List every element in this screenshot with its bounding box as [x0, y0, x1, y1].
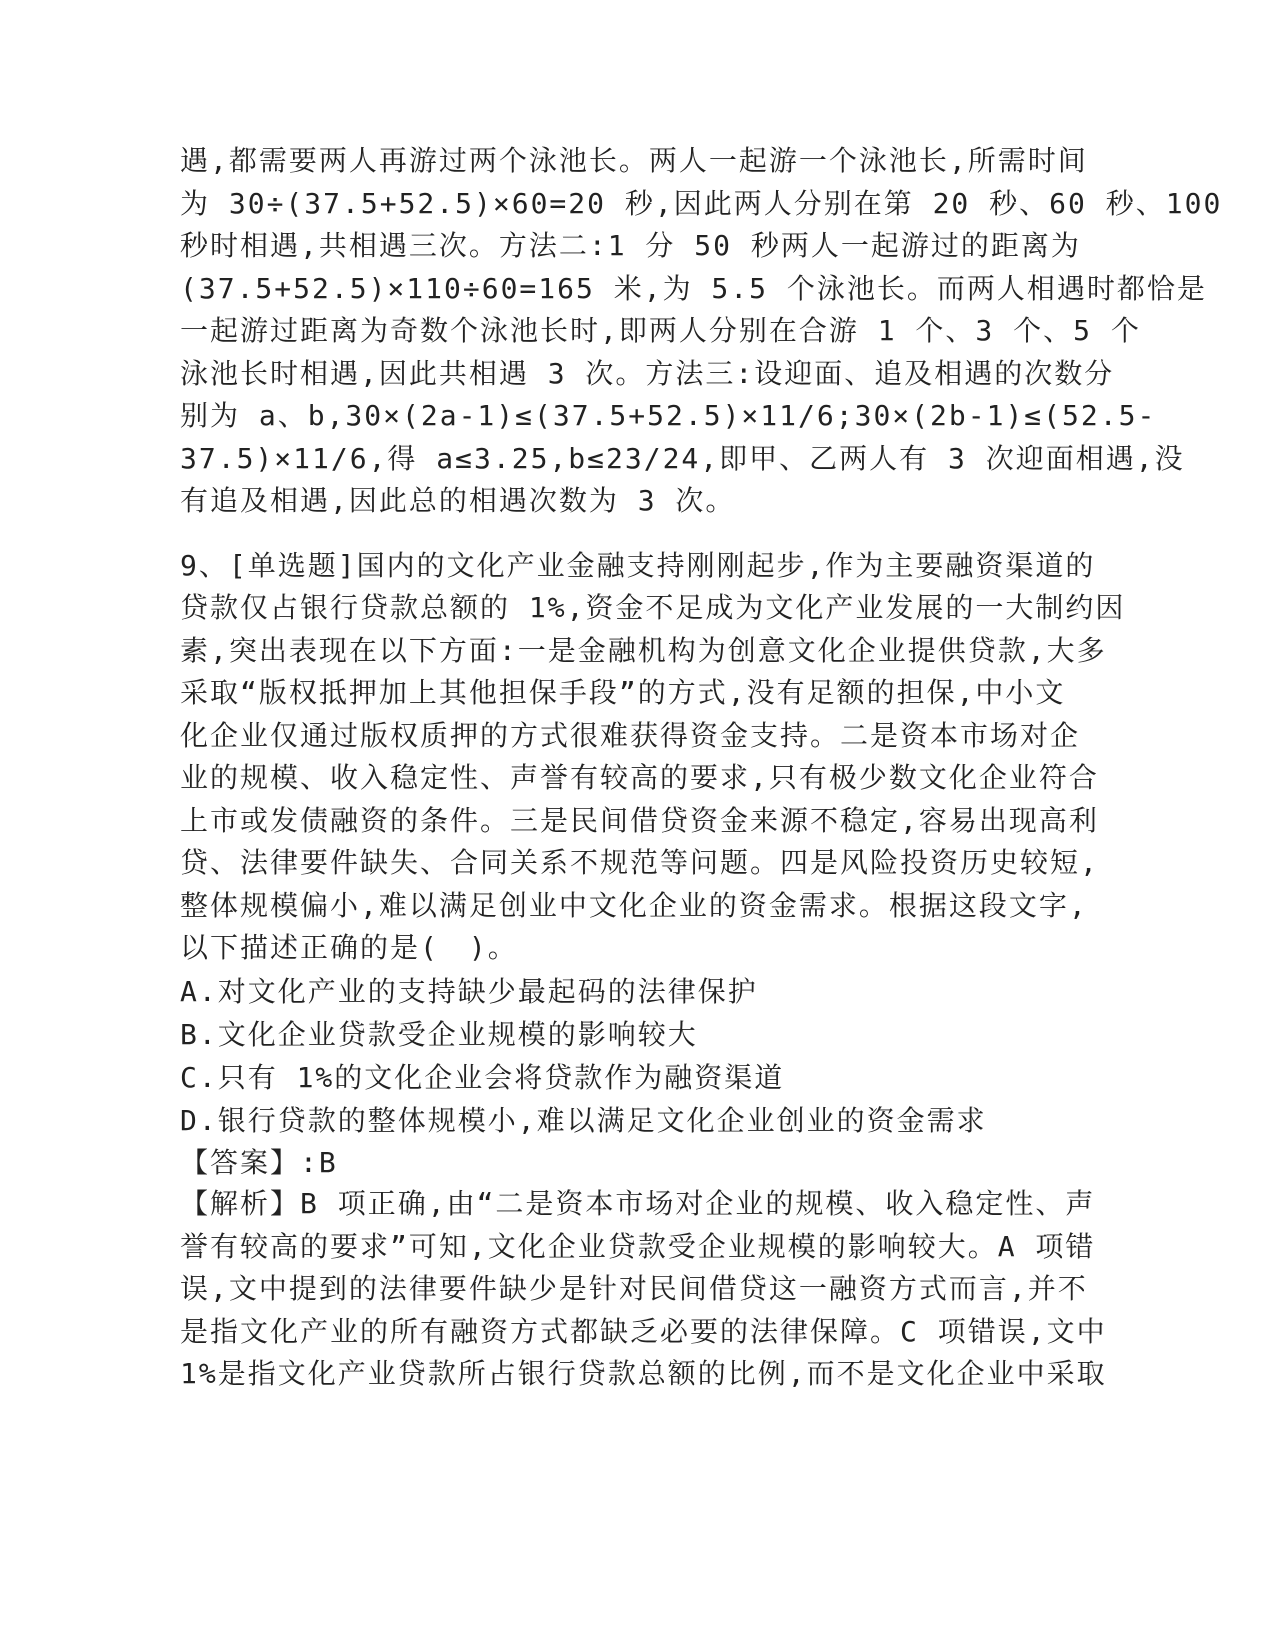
text-line: 37.5)×11/6,得 a≤3.25,b≤23/24,即甲、乙两人有 3 次迎面相遇,没 — [180, 441, 1185, 475]
question-line: 贷款仅占银行贷款总额的 1%,资金不足成为文化产业发展的一大制约因 — [180, 591, 1126, 624]
paragraph-gap — [180, 523, 1080, 545]
option-b: B.文化企业贷款受企业规模的影响较大 — [180, 1017, 698, 1051]
option-c: C.只有 1%的文化企业会将贷款作为融资渠道 — [180, 1060, 785, 1094]
previous-explanation — [180, 140, 1223, 523]
text-line: 一起游过距离为奇数个泳池长时,即两人分别在合游 1 个、3 个、5 个 — [180, 314, 1141, 347]
analysis-line: 是指文化产业的所有融资方式都缺乏必要的法律保障。C 项错误,文中 — [180, 1314, 1107, 1348]
analysis — [180, 1183, 1107, 1396]
text-line: 别为 a、b,30×(2a-1)≤(37.5+52.5)×11/6;30×(2b-1)≤(52.5- — [180, 399, 1157, 432]
text-line: 有追及相遇,因此总的相遇次数为 3 次。 — [180, 484, 736, 517]
question-line: 9、[单选题]国内的文化产业金融支持刚刚起步,作为主要融资渠道的 — [180, 548, 1096, 582]
answer: 【答案】:B — [180, 1145, 338, 1179]
question-options — [180, 970, 1080, 1142]
question-line: 业的规模、收入稳定性、声誉有较高的要求,只有极少数文化企业符合 — [180, 761, 1099, 794]
analysis-line: 誉有较高的要求”可知,文化企业贷款受企业规模的影响较大。A 项错 — [180, 1229, 1096, 1263]
analysis-line: 1%是指文化产业贷款所占银行贷款总额的比例,而不是文化企业中采取 — [180, 1357, 1107, 1390]
text-line: (37.5+52.5)×110÷60=165 米,为 5.5 个泳池长。而两人相遇时都恰是 — [180, 271, 1207, 305]
question-line: 以下描述正确的是( )。 — [180, 931, 518, 964]
text-line: 秒时相遇,共相遇三次。方法二:1 分 50 秒两人一起游过的距离为 — [180, 229, 1081, 262]
question-line: 贷、法律要件缺失、合同关系不规范等问题。四是风险投资历史较短, — [180, 846, 1099, 879]
document-page — [180, 140, 1223, 1396]
text-line: 遇,都需要两人再游过两个泳池长。两人一起游一个泳池长,所需时间 — [180, 144, 1088, 177]
question-line: 采取“版权抵押加上其他担保手段”的方式,没有足额的担保,中小文 — [180, 676, 1066, 709]
analysis-line: 【解析】B 项正确,由“二是资本市场对企业的规模、收入稳定性、声 — [180, 1187, 1096, 1220]
text-line: 为 30÷(37.5+52.5)×60=20 秒,因此两人分别在第 20 秒、60 秒、100 — [180, 186, 1223, 220]
option-a: A.对文化产业的支持缺少最起码的法律保护 — [180, 974, 758, 1008]
question-line: 化企业仅通过版权质押的方式很难获得资金支持。二是资本市场对企 — [180, 718, 1081, 752]
question-line: 素,突出表现在以下方面:一是金融机构为创意文化企业提供贷款,大多 — [180, 633, 1107, 667]
question-line: 整体规模偏小,难以满足创业中文化企业的资金需求。根据这段文字, — [180, 888, 1088, 922]
question-stem — [180, 545, 1126, 970]
text-line: 泳池长时相遇,因此共相遇 3 次。方法三:设迎面、追及相遇的次数分 — [180, 356, 1115, 390]
question-line: 上市或发债融资的条件。三是民间借贷资金来源不稳定,容易出现高利 — [180, 803, 1099, 837]
option-d: D.银行贷款的整体规模小,难以满足文化企业创业的资金需求 — [180, 1103, 987, 1137]
analysis-line: 误,文中提到的法律要件缺少是针对民间借贷这一融资方式而言,并不 — [180, 1272, 1088, 1305]
